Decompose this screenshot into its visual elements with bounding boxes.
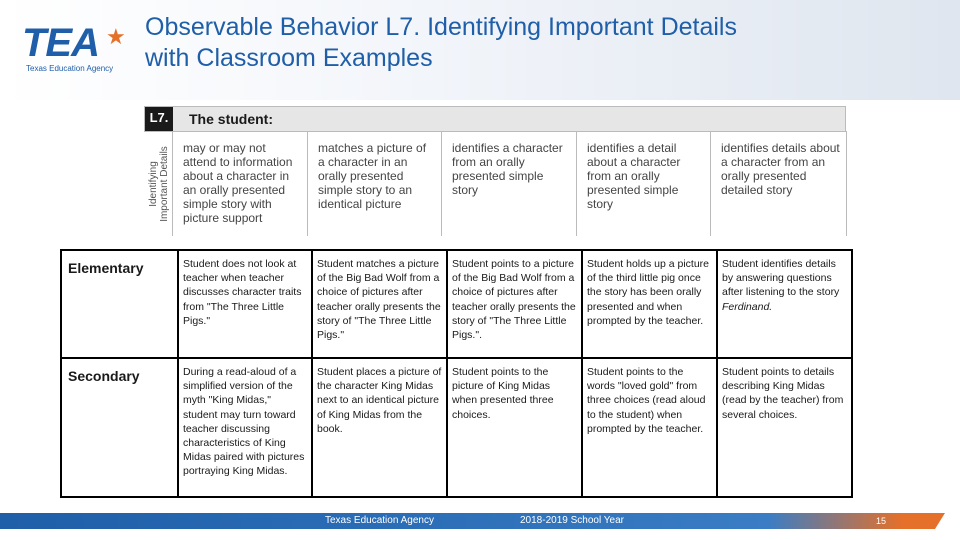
rubric-level-1: may or may not attend to information about a character in an orally presented simple story with picture support [173,131,308,236]
title-line-2: with Classroom Examples [145,44,433,72]
page-title [145,12,925,74]
table-cell: During a read-aloud of a simplified version of the myth "King Midas," student may turn toward teacher discussing characteristics of King Midas paired with pictures portraying King Midas. [178,358,312,497]
footer-org: Texas Education Agency [325,515,434,526]
star-icon: ★ [106,24,126,49]
rubric-level-4: identifies a detail about a character from an orally presented simple story [577,131,711,236]
footer-year: 2018-2019 School Year [520,515,624,526]
table-cell: Student does not look at teacher when teacher discusses character traits from "The Three Little Pigs." [178,250,312,358]
rubric-side-label [146,132,172,236]
rubric-excerpt [144,106,846,236]
row-label-secondary: Secondary [61,358,178,497]
table-cell: Student points to details describing King Midas (read by the teacher) from several choices. [717,358,852,497]
footer-bar [0,513,960,529]
table-cell: Student places a picture of the character King Midas next to an identical picture of King Midas from the book. [312,358,447,497]
tea-logo [22,22,132,78]
page-number: 15 [876,516,887,526]
rubric-header [144,106,846,132]
table-cell [717,250,852,358]
rubric-header-label: The student: [189,111,273,127]
story-title: Ferdinand. [722,300,773,313]
rubric-levels [172,131,847,236]
table-cell: Student holds up a picture of the third little pig once the story has been orally presented and when prompted by the teacher. [582,250,717,358]
rubric-code: L7. [145,107,173,131]
side-label-line-1: Identifying [148,161,159,207]
table-cell: Student points to a picture of the Big Bad Wolf from a choice of pictures after teacher orally presents the story of "The Three Little Pigs.". [447,250,582,358]
side-label-line-2: Important Details [159,146,170,222]
logo-mark: TEA [22,21,99,65]
table-cell: Student points to the words "loved gold" from three choices (read aloud to the student) when prompted by the teacher. [582,358,717,497]
examples-table [60,249,853,498]
title-line-1: Observable Behavior L7. Identifying Important Details [145,13,737,41]
rubric-level-3: identifies a character from an orally presented simple story [442,131,577,236]
row-label-elementary: Elementary [61,250,178,358]
table-row [61,358,852,497]
table-cell: Student matches a picture of the Big Bad Wolf from a choice of pictures after teacher orally presents the story of "The Three Little Pigs." [312,250,447,358]
table-cell: Student points to the picture of King Midas when presented three choices. [447,358,582,497]
cell-text: Student identifies details by answering questions after listening to the story [722,258,840,299]
logo-subtitle: Texas Education Agency [26,64,114,73]
rubric-level-5: identifies details about a character from an orally presented detailed story [721,141,840,197]
table-row [61,250,852,358]
rubric-level-2: matches a picture of a character in an orally presented simple story to an identical picture [308,131,442,236]
